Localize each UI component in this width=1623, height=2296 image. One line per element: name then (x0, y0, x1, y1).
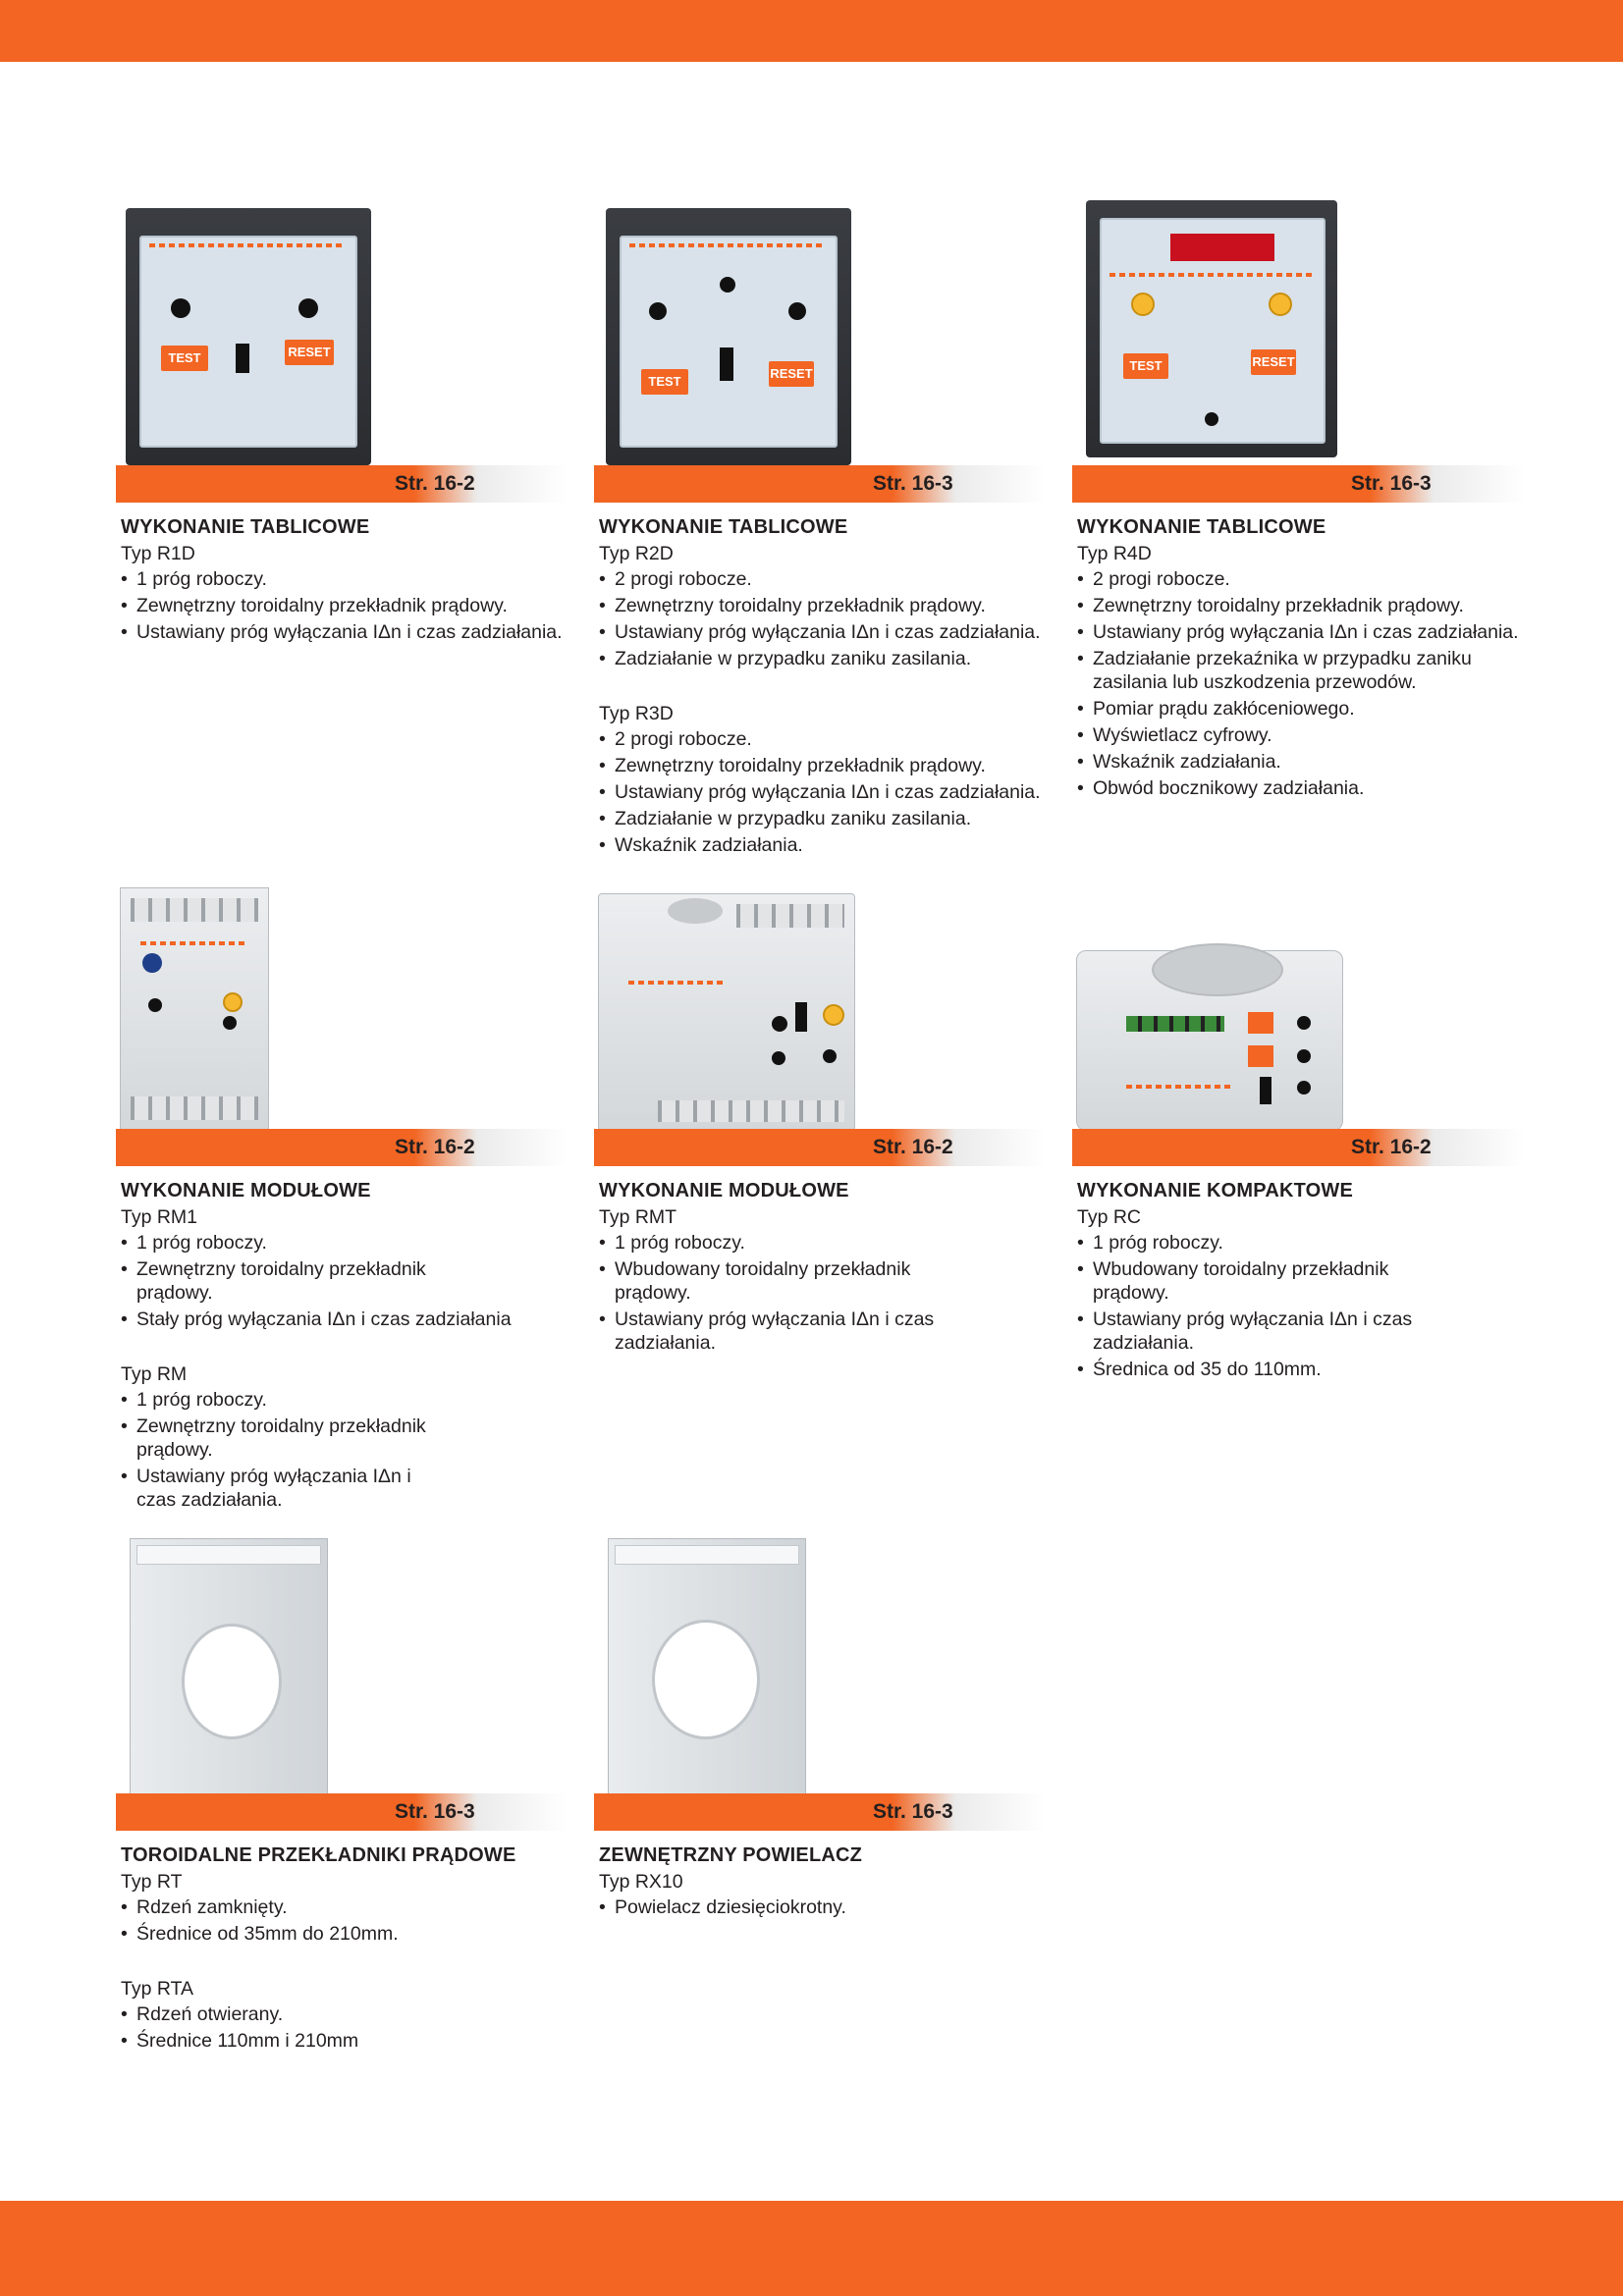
product-type: Typ R2D (599, 543, 674, 564)
product-type: Typ RM (121, 1363, 188, 1385)
product-photo (1072, 852, 1524, 1129)
toroid-hole-icon (182, 1624, 282, 1739)
list-item: • Średnica od 35 do 110mm. (1077, 1358, 1431, 1381)
list-item: • Zadziałanie przekaźnika w przypadku zaniku zasilania lub uszkodzenia przewodów. (1077, 647, 1524, 694)
toroid-hole-icon (652, 1620, 760, 1739)
time-knob-icon (1269, 293, 1292, 316)
test-button: TEST (641, 369, 688, 395)
product-heading: WYKONANIE MODUŁOWE (121, 1180, 371, 1201)
product-description (1072, 503, 1524, 800)
panel-relay-image (606, 208, 851, 465)
product-heading: WYKONANIE KOMPAKTOWE (1077, 1180, 1354, 1201)
top-orange-band (0, 0, 1623, 62)
digital-display-icon (1170, 234, 1274, 261)
test-knob-icon (142, 953, 162, 973)
product-card-rmt (594, 852, 1046, 1358)
product-description (116, 1166, 568, 1512)
threshold-knob-icon (772, 1016, 787, 1032)
list-item: • Wyświetlacz cyfrowy. (1077, 723, 1524, 747)
list-item: • Powielacz dziesięciokrotny. (599, 1896, 1046, 1919)
product-type: Typ RTA (121, 1978, 194, 2000)
page-ref-bar (594, 465, 1046, 503)
reset-knob-icon (223, 992, 243, 1012)
time-knob-icon (223, 1016, 237, 1030)
feature-list (121, 1231, 512, 1331)
reset-button: RESET (285, 340, 334, 365)
list-item: • Zewnętrzny toroidalny przekładnik prądowy. (1077, 594, 1524, 617)
list-item: • 2 progi robocze. (1077, 567, 1524, 591)
feature-list (1077, 567, 1524, 800)
list-item: • Ustawiany próg wyłączania IΔn i czas zadziałania. (121, 620, 568, 644)
page-ref-bar (116, 465, 568, 503)
page-ref: Str. 16-2 (1351, 1136, 1432, 1158)
panel-relay-image (1086, 200, 1337, 457)
product-card-r2d (594, 188, 1046, 860)
page-ref: Str. 16-3 (1351, 472, 1432, 495)
list-item: • Ustawiany próg wyłączania IΔn i czas zadziałania. (121, 1465, 455, 1512)
product-heading: WYKONANIE TABLICOWE (1077, 516, 1326, 538)
feature-list (121, 1388, 455, 1512)
page-ref: Str. 16-2 (873, 1136, 953, 1158)
threshold-knob-icon (1131, 293, 1155, 316)
list-item: • Stały próg wyłączania IΔn i czas zadziałania (121, 1308, 549, 1331)
product-type: Typ RT (121, 1871, 183, 1893)
product-photo (594, 188, 1046, 465)
feature-list (599, 1231, 952, 1355)
page-ref-bar (594, 1129, 1046, 1166)
page-ref-bar (594, 1793, 1046, 1831)
product-heading: WYKONANIE TABLICOWE (599, 516, 848, 538)
multiplier-image (608, 1538, 806, 1793)
list-item: • Ustawiany próg wyłączania IΔn i czas zadziałania. (599, 620, 1046, 644)
test-knob-icon (1297, 1081, 1311, 1095)
reset-button: RESET (769, 361, 814, 387)
dip-switch-icon (720, 347, 733, 381)
product-type: Typ RC (1077, 1206, 1142, 1228)
list-item: • 2 progi robocze. (599, 567, 1046, 591)
time-knob-icon (772, 1051, 785, 1065)
reset-button: RESET (1251, 349, 1296, 375)
list-item: • Rdzeń zamknięty. (121, 1896, 568, 1919)
list-item: • Ustawiany próg wyłączania IΔn i czas zadziałania. (599, 1308, 952, 1355)
list-item: • Zewnętrzny toroidalny przekładnik prądowy. (599, 594, 1046, 617)
list-item: • Zewnętrzny toroidalny przekładnik prądowy. (121, 1257, 455, 1305)
list-item: • Zadziałanie w przypadku zaniku zasilania. (599, 807, 1046, 830)
list-item: • Ustawiany próg wyłączania IΔn i czas zadziałania. (599, 780, 1046, 804)
reset-knob-icon (823, 1004, 844, 1026)
product-description (1072, 1166, 1524, 1381)
feature-list (1077, 1231, 1431, 1381)
product-card-r4d (1072, 188, 1524, 803)
product-description (594, 1166, 1046, 1355)
toroid-transformer-image (130, 1538, 328, 1793)
list-item: • Wskaźnik zadziałania. (1077, 750, 1524, 774)
list-item: • 1 próg roboczy. (599, 1231, 952, 1255)
product-heading: TOROIDALNE PRZEKŁADNIKI PRĄDOWE (121, 1844, 516, 1866)
product-card-rt (116, 1517, 568, 2056)
page-ref-bar (1072, 465, 1524, 503)
page-ref-bar (1072, 1129, 1524, 1166)
product-card-rc (1072, 852, 1524, 1384)
list-item: • Zewnętrzny toroidalny przekładnik prądowy. (121, 594, 568, 617)
list-item: • Ustawiany próg wyłączania IΔn i czas zadziałania. (1077, 620, 1524, 644)
product-description (116, 503, 568, 644)
modular-relay-image (598, 893, 855, 1129)
feature-list (121, 567, 568, 644)
page-ref-bar (116, 1793, 568, 1831)
product-type: Typ R1D (121, 543, 195, 564)
product-type: Typ RMT (599, 1206, 677, 1228)
list-item: • Zewnętrzny toroidalny przekładnik prądowy. (599, 754, 1046, 777)
page-ref: Str. 16-3 (873, 1800, 953, 1823)
bypass-knob-icon (1205, 412, 1218, 426)
product-card-rm1 (116, 852, 568, 1515)
page-ref: Str. 16-3 (395, 1800, 475, 1823)
product-description (594, 503, 1046, 857)
product-type: Typ RM1 (121, 1206, 198, 1228)
product-description (116, 1831, 568, 2053)
list-item: • 1 próg roboczy. (1077, 1231, 1431, 1255)
compact-relay-image (1076, 950, 1343, 1129)
list-item: • 2 progi robocze. (599, 727, 1046, 751)
list-item: • Wskaźnik zadziałania. (599, 833, 1046, 857)
page-ref: Str. 16-2 (395, 472, 475, 495)
list-item: • Wbudowany toroidalny przekładnik prądowy. (1077, 1257, 1431, 1305)
product-card-r1d (116, 188, 568, 647)
list-item: • Zadziałanie w przypadku zaniku zasilania. (599, 647, 1046, 670)
product-heading: WYKONANIE MODUŁOWE (599, 1180, 849, 1201)
list-item: • Rdzeń otwierany. (121, 2002, 568, 2026)
product-heading: WYKONANIE TABLICOWE (121, 516, 370, 538)
product-type: Typ RX10 (599, 1871, 683, 1893)
page-ref: Str. 16-3 (873, 472, 953, 495)
dip-switch-icon (795, 1002, 807, 1032)
panel-relay-image (126, 208, 371, 465)
product-photo (1072, 188, 1524, 465)
test-button: TEST (1123, 353, 1168, 379)
test-button: TEST (161, 346, 208, 371)
list-item: • Wbudowany toroidalny przekładnik prądowy. (599, 1257, 952, 1305)
list-item: • Pomiar prądu zakłóceniowego. (1077, 697, 1524, 721)
product-photo (116, 188, 568, 465)
list-item: • 1 próg roboczy. (121, 567, 568, 591)
dip-switch-icon (1260, 1077, 1271, 1104)
product-card-rx10 (594, 1517, 1046, 1922)
list-item: • Średnice 110mm i 210mm (121, 2029, 568, 2053)
list-item: • 1 próg roboczy. (121, 1231, 455, 1255)
page-ref: Str. 16-2 (395, 1136, 475, 1158)
product-photo (116, 1517, 568, 1793)
product-type: Typ R4D (1077, 543, 1152, 564)
page-ref-bar (116, 1129, 568, 1166)
list-item: • Średnice od 35mm do 210mm. (121, 1922, 568, 1946)
product-type: Typ R3D (599, 703, 674, 724)
feature-list (599, 1896, 1046, 1919)
feature-list (121, 2002, 568, 2053)
bottom-orange-band (0, 2201, 1623, 2296)
dip-switch-icon (236, 344, 249, 373)
product-description (594, 1831, 1046, 1919)
product-heading: ZEWNĘTRZNY POWIELACZ (599, 1844, 863, 1866)
test-knob-icon (823, 1049, 837, 1063)
feature-list (599, 727, 1046, 857)
set-knob-icon (720, 277, 735, 293)
threshold-knob-icon (148, 998, 162, 1012)
threshold-knob-icon (649, 302, 667, 320)
time-knob-icon (298, 298, 318, 318)
feature-list (121, 1896, 568, 1946)
time-knob-icon (1297, 1049, 1311, 1063)
feature-list (599, 567, 1046, 670)
threshold-knob-icon (1297, 1016, 1311, 1030)
list-item: • Zewnętrzny toroidalny przekładnik prądowy. (121, 1415, 455, 1462)
time-knob-icon (788, 302, 806, 320)
product-photo (116, 852, 568, 1129)
list-item: • Ustawiany próg wyłączania IΔn i czas zadziałania. (1077, 1308, 1431, 1355)
list-item: • Obwód bocznikowy zadziałania. (1077, 776, 1524, 800)
product-photo (594, 852, 1046, 1129)
modular-relay-image (120, 887, 269, 1129)
list-item: • 1 próg roboczy. (121, 1388, 455, 1412)
product-photo (594, 1517, 1046, 1793)
threshold-knob-icon (171, 298, 190, 318)
